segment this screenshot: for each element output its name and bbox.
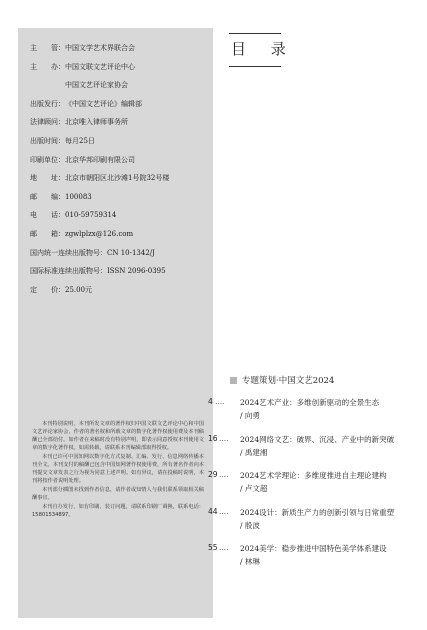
info-row-address: [30, 174, 210, 193]
publication-info-list: [30, 44, 210, 304]
toc-author: / 殷波: [240, 520, 260, 530]
toc-author: / 禹建湘: [240, 447, 268, 457]
toc-headline: 2024艺术学理论：多维度推进自主理论建构: [240, 471, 387, 480]
toc-page-number: 44: [208, 506, 218, 516]
section-header: [230, 374, 334, 386]
info-value: 北京唯入律师事务所: [65, 118, 128, 127]
toc-leader: ....: [219, 433, 229, 443]
info-label: 印刷单位：: [30, 155, 65, 164]
notice-paragraph: 本刊已许可中国知网以数字化方式复制、汇编、发行、信息网络传播本刊全文。本刊支付的稿酬已包含中国知网著作权使用费，所有著名作者向本刊提交文章发表之行为视为同意上述声明。如有异议，请在投稿时说明，本刊将按作者说明处理。: [32, 454, 204, 484]
info-value: zgwlplzx@126.com: [65, 229, 134, 238]
info-row-phone: [30, 211, 210, 230]
info-label: 出版发行：: [30, 99, 65, 108]
info-label: 邮 箱：: [30, 229, 65, 238]
info-label: 定 价：: [30, 285, 65, 294]
toc-entry[interactable]: [208, 507, 423, 544]
toc-author: / 向勇: [240, 411, 260, 420]
toc-headline: 2024美学：稳步推进中国特色美学体系建设: [240, 544, 387, 553]
toc-leader: ....: [219, 543, 229, 552]
info-row-email: [30, 230, 210, 249]
info-row-sponsor-2: [30, 81, 210, 100]
info-value: ISSN 2096-0395: [107, 267, 166, 276]
page-title: 目 录: [231, 40, 296, 58]
notice-paragraph: 本刊自办发行，如有印刷、装订问题，请联系印刷厂调换，联系电话：15801534897。: [32, 504, 204, 518]
title-rule-bottom: [229, 66, 281, 67]
info-row-sponsor: [30, 63, 210, 82]
info-value: 100083: [65, 192, 92, 201]
toc-headline: 2024艺术产业：多维创新驱动的全景生态: [240, 398, 380, 407]
notice-paragraph: 本刊特别说明，本刊所发文章的著作权归中国文联文艺评论中心和中国文艺评论家协会，作者的著名权和所载文章的数字化著作权使用费及本刊稿酬已全部给付。如作者在来稿时没有特别声明，即表示同意授权本刊使用文章的数字化著作权。如需转载，请联系本刊编辑部取得授权。: [32, 421, 204, 451]
info-label: 出版时间：: [30, 136, 65, 145]
info-label: 电 话：: [30, 211, 65, 220]
toc-author: / 林琳: [240, 557, 260, 566]
info-value: 《中国文艺评论》编辑部: [65, 99, 142, 108]
info-label: 国内统一连续出版物号：: [30, 248, 107, 257]
info-row-publisher: [30, 100, 210, 119]
toc-entry[interactable]: [208, 434, 423, 471]
info-value: 北京市朝阳区北沙滩1号院32号楼: [65, 174, 170, 183]
toc-entry[interactable]: [208, 397, 423, 434]
copyright-notice: [32, 420, 204, 520]
info-value: 010-59759314: [65, 211, 117, 220]
info-label: 邮 编：: [30, 192, 65, 201]
toc-list: [208, 397, 423, 580]
toc-leader: ....: [219, 470, 229, 479]
toc-headline: 2024设计：新质生产力的创新引领与日常重塑: [240, 507, 395, 517]
toc-author: / 卢文超: [240, 484, 268, 493]
info-label: 国际标准连续出版物号：: [30, 267, 107, 276]
square-bullet-icon: [230, 377, 237, 384]
toc-leader: ....: [215, 397, 225, 406]
publication-info-panel: [18, 28, 213, 618]
info-row-printer: [30, 156, 210, 175]
info-value: 25.00元: [65, 285, 93, 294]
info-value: 中国文学艺术界联合会: [65, 44, 135, 52]
info-label: 地 址：: [30, 174, 65, 183]
info-row-supervisor: [30, 44, 210, 63]
info-row-publish-date: [30, 137, 210, 156]
info-value: 中国文艺评论家协会: [65, 81, 128, 90]
toc-page-number: 4: [208, 397, 213, 406]
info-value: 每月25日: [65, 136, 95, 145]
info-row-postcode: [30, 193, 210, 212]
info-value: CN 10-1342/J: [107, 248, 155, 257]
info-row-cn-number: [30, 249, 210, 268]
toc-page-number: 55: [208, 543, 218, 552]
toc-headline: 2024网络文艺：破界、沉浸、产业中的新突破: [240, 434, 395, 444]
info-label: 主 办：: [30, 62, 65, 71]
notice-paragraph: 本刊部分插图未找到作者信息，请作者或知情人与我们联系领取相关稿酬事宜。: [32, 487, 204, 501]
info-value: 中国文联文艺评论中心: [65, 62, 135, 71]
toc-page-number: 16: [208, 433, 218, 443]
toc-entry[interactable]: [208, 470, 423, 507]
info-row-price: [30, 286, 210, 305]
info-label: 法律顾问：: [30, 118, 65, 127]
info-value: 北京华邦印刷有限公司: [65, 155, 135, 164]
toc-entry[interactable]: [208, 543, 423, 580]
info-label: 主 管：: [30, 44, 65, 52]
toc-page-number: 29: [208, 470, 218, 479]
toc-leader: ....: [219, 506, 229, 516]
info-row-issn: [30, 267, 210, 286]
section-title: 专题策划·中国文艺2024: [242, 376, 335, 386]
info-row-legal-advisor: [30, 118, 210, 137]
title-rule-top: [229, 33, 281, 34]
